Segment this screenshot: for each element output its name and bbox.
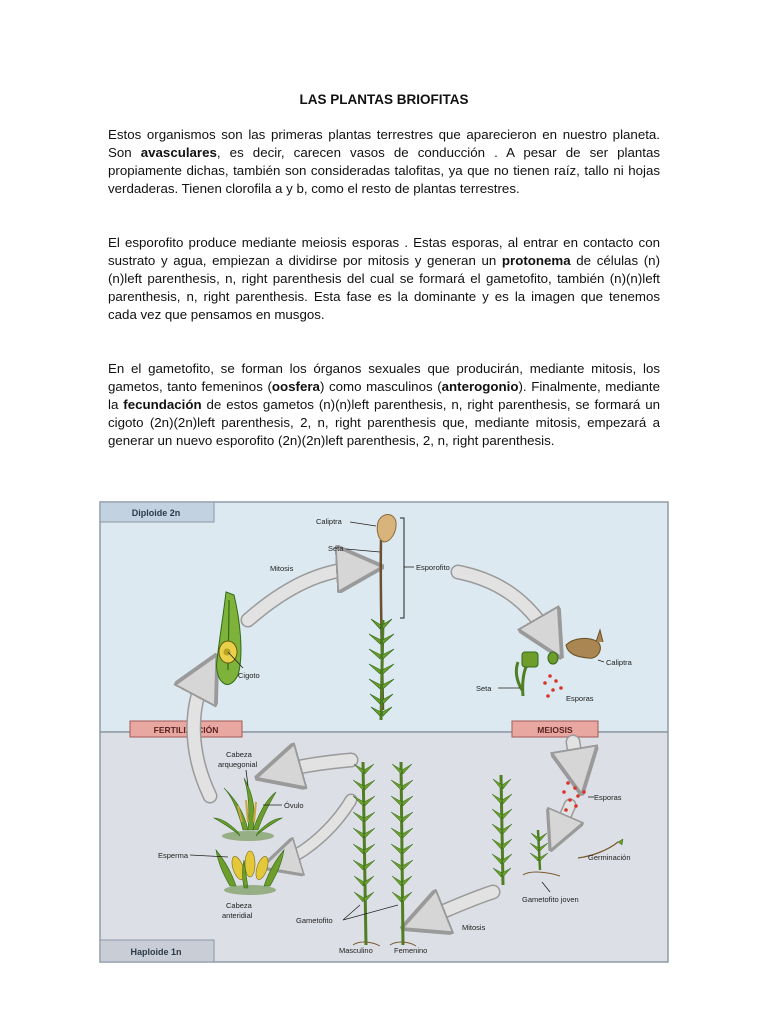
text-run: Estos organismos son las primeras plantas terrestres que aparecieron en nuestro planeta. Son <box>108 127 660 160</box>
gametofito-joven-label: Gametofito joven <box>522 895 579 904</box>
text-run: , es decir, carecen vasos de conducción . A pesar de ser plantas propiamente dichas, también son consideradas talofitas, ya que no tienen raíz, tallo ni hojas verdaderas. Tienen clorofila a y b, como el resto de plantas terrestres. <box>108 145 660 196</box>
mitosis-top-label: Mitosis <box>270 564 294 573</box>
haploid-label: Haploide 1n <box>130 947 182 957</box>
cabeza-anteridial-label-1: Cabeza <box>226 901 252 910</box>
document-title: LAS PLANTAS BRIOFITAS <box>299 92 469 107</box>
bold-term: fecundación <box>123 397 202 412</box>
bold-term: anterogonio <box>441 379 519 394</box>
text-run: ). Finalmente, mediante la <box>108 379 660 412</box>
paragraph-intro <box>108 126 660 198</box>
text-run: El esporofito produce mediante meiosis esporas . Estas esporas, al entrar en contacto con sustrato y agua, empiezan a dividirse por mitosis y generan un <box>108 235 660 268</box>
esporofito-label: Esporofito <box>416 563 450 572</box>
caliptra-top-label: Caliptra <box>316 517 342 526</box>
bold-term: protonema <box>501 253 571 268</box>
paragraph-esporofito <box>108 234 660 324</box>
paragraph-gametofito <box>108 360 660 450</box>
text-run: ) como masculinos ( <box>319 379 442 394</box>
bold-term: oosfera <box>271 379 320 394</box>
fertilizacion-label: FERTILIZACIÓN <box>153 725 219 735</box>
cigoto-label: Cigoto <box>238 671 260 680</box>
cabeza-anteridial-label-2: anteridial <box>222 911 253 920</box>
ovulo-label: Óvulo <box>284 801 304 810</box>
seta-right-label: Seta <box>476 684 492 693</box>
mitosis-bottom-label: Mitosis <box>462 923 486 932</box>
text-run: de células (n)(n)left parenthesis, n, right parenthesis del cual se formará el gametofito, también (n)(n)left parenthesis, n, right parenthesis. Esta fase es la dominante y es la imagen que tenemos cada vez que pensamos en musgos. <box>108 253 660 322</box>
caliptra-right-label: Caliptra <box>606 658 632 667</box>
cabeza-arquegonial-label-2: arquegonial <box>218 760 258 769</box>
esperma-label: Esperma <box>158 851 189 860</box>
femenino-label: Femenino <box>394 946 428 955</box>
text-run: de estos gametos (n)(n)left parenthesis, n, right parenthesis, se formará un cigoto (2n)(2n)left parenthesis, 2, n, right parenthesis que, mediante mitosis, empezará a generar un nuevo esporofito (2n)(2n)left parenthesis, 2, n, right parenthesis. <box>108 397 660 448</box>
text-run: En el gametofito, se forman los órganos sexuales que producirán, mediante mitosis, los gametos, tanto femeninos ( <box>108 361 660 394</box>
meiosis-label: MEIOSIS <box>537 725 573 735</box>
esporas-top-label: Esporas <box>566 694 594 703</box>
masculino-label: Masculino <box>339 946 373 955</box>
gametofito-label: Gametofito <box>296 916 333 925</box>
bold-term: avasculares <box>140 145 217 160</box>
seta-top-label: Seta <box>328 544 344 553</box>
germinacion-label: Germinación <box>588 853 631 862</box>
life-cycle-figure <box>98 500 670 964</box>
esporas-bottom-label: Esporas <box>594 793 622 802</box>
diploid-label: Diploide 2n <box>131 508 181 518</box>
cabeza-arquegonial-label-1: Cabeza <box>226 750 252 759</box>
